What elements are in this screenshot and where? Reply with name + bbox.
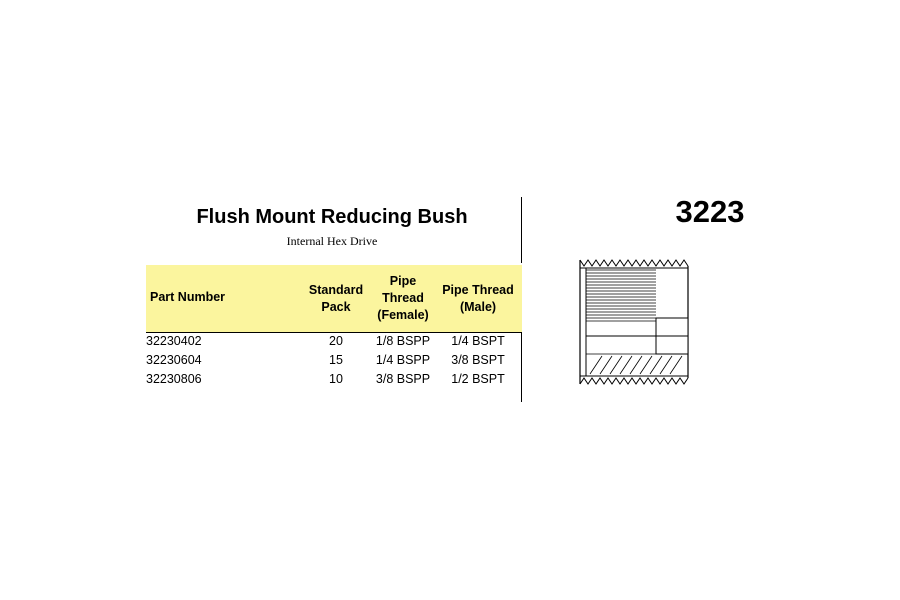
header-pipe-thread-male: Pipe Thread (Male) (442, 283, 514, 314)
table-row (146, 334, 522, 353)
cell-female-thread: 3/8 BSPP (375, 372, 431, 386)
table-row (146, 372, 522, 391)
cell-male-thread: 3/8 BSPT (451, 353, 505, 367)
header-pipe-thread-female: Pipe Thread (Female) (377, 274, 429, 322)
cell-female-thread: 1/8 BSPP (375, 334, 431, 348)
product-code: 3223 (675, 194, 745, 229)
product-title: Flush Mount Reducing Bush (196, 206, 468, 228)
table-header (146, 265, 522, 333)
divider-line (521, 197, 522, 263)
cell-female-thread: 1/4 BSPP (375, 353, 431, 367)
product-subtitle: Internal Hex Drive (286, 234, 378, 248)
cell-part-number: 32230402 (146, 334, 202, 348)
cell-male-thread: 1/2 BSPT (451, 372, 505, 386)
cell-part-number: 32230604 (146, 353, 202, 367)
header-standard-pack: Standard Pack (308, 283, 364, 314)
cell-standard-pack: 20 (329, 334, 343, 348)
reducing-bush-section-drawing-icon (576, 256, 700, 388)
cell-male-thread: 1/4 BSPT (451, 334, 505, 348)
cell-standard-pack: 10 (329, 372, 343, 386)
cell-standard-pack: 15 (329, 353, 343, 367)
header-part-number: Part Number (150, 290, 226, 304)
table-row (146, 353, 522, 372)
cell-part-number: 32230806 (146, 372, 202, 386)
